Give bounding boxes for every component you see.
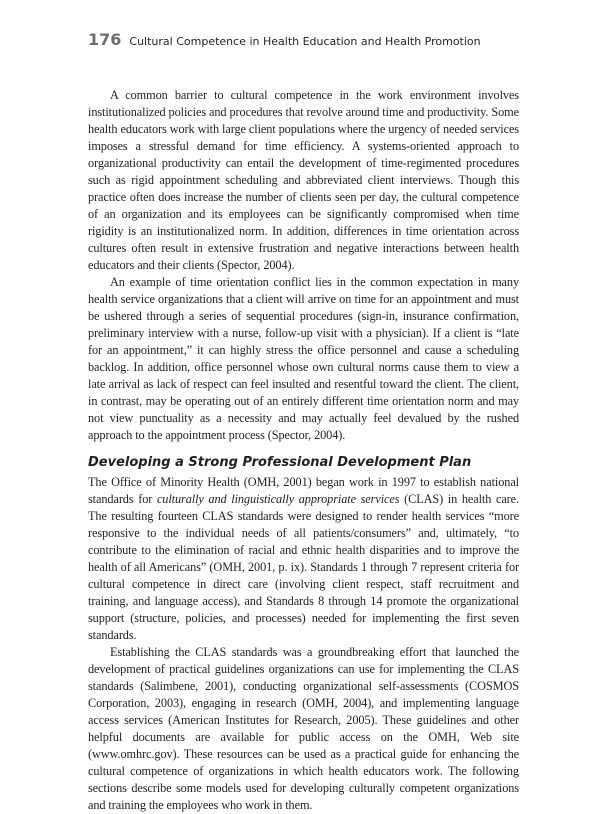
page-number: 176 [88,30,122,49]
paragraph-time-productivity: A common barrier to cultural competence in the work environment involves institutionalized policies and procedures that revolve around time and productivity. Some health educators work with large client populations where the urgency of needed services imposes a stressful demand for time efficiency. A systems-oriented approach to organizational productivity can entail the development of time-regimented procedures such as rigid appointment scheduling and abbreviated client interviews. Though this practice often does increase the number of clients seen per day, the cultural competence of an organization and its employees can be significantly compromised when time rigidity is an institutionalized norm. In addition, differences in time orientation across cultures often result in extensive frustration and negative interactions between health educators and their clients (Spector, 2004). [88,88,519,272]
section-heading: Developing a Strong Professional Development Plan [88,455,472,470]
running-title: Cultural Competence in Health Education and Health Promotion [129,35,481,48]
clas-italic-term: culturally and linguistically appropriate services [156,492,400,506]
paragraph-omh-clas-rest: (CLAS) in health care. The resulting fourteen CLAS standards were designed to render health services “more responsive to the individual needs of all patients/consumers” and, ultimately, “to contribute to the elimination of racial and ethnic health disparities and to improve the health of all Americans” (OMH, 2001, p. ix). Standards 1 through 7 represent criteria for cultural competence in direct care (involving client respect, staff recruitment and training, and language access), and Standards 8 through 14 promote the organizational support (structure, policies, and processes) needed for implementing the first seven standards. [88,492,520,642]
paragraph-time-orientation-example: An example of time orientation conflict lies in the common expectation in many health service organizations that a client will arrive on time for an appointment and must be ushered through a series of sequential procedures (sign-in, insurance confirmation, preliminary interview with a nurse, follow-up visit with a physician). If a client is “late for an appointment,” it can highly stress the office personnel and cause a scheduling backlog. In addition, office personnel whose own cultural norms cause them to view a late arrival as lack of respect can feel insulted and resentful toward the client. The client, in contrast, may be operating out of an entirely different time orientation norm and may not view punctuality as a necessity and may actually feel devalued by the rushed approach to the appointment process (Spector, 2004). [88,275,519,442]
paragraph-omh-clas [88,474,519,644]
body-text [88,87,519,814]
running-header [88,30,481,49]
paragraph-clas-guidelines: Establishing the CLAS standards was a groundbreaking effort that launched the development of practical guidelines organizations can use for implementing the CLAS standards (Salimbene, 2001), conducting organizational self-assessments (COSMOS Corporation, 2003), engaging in research (OMH, 2004), and implementing language access services (American Institutes for Research, 2005). These guidelines and other helpful documents are available for public access on the OMH, Web site (www.omhrc.gov). These resources can be used as a practical guide for enhancing the cultural competence of organizations in which health educators work. The following sections describe some models used for developing culturally competent organizations and training the employees who work in them. [88,645,519,812]
paragraph-omh-clas-start: The Office of Minority Health (OMH, 2001) began work in 1997 to establish national standards for [88,475,519,506]
